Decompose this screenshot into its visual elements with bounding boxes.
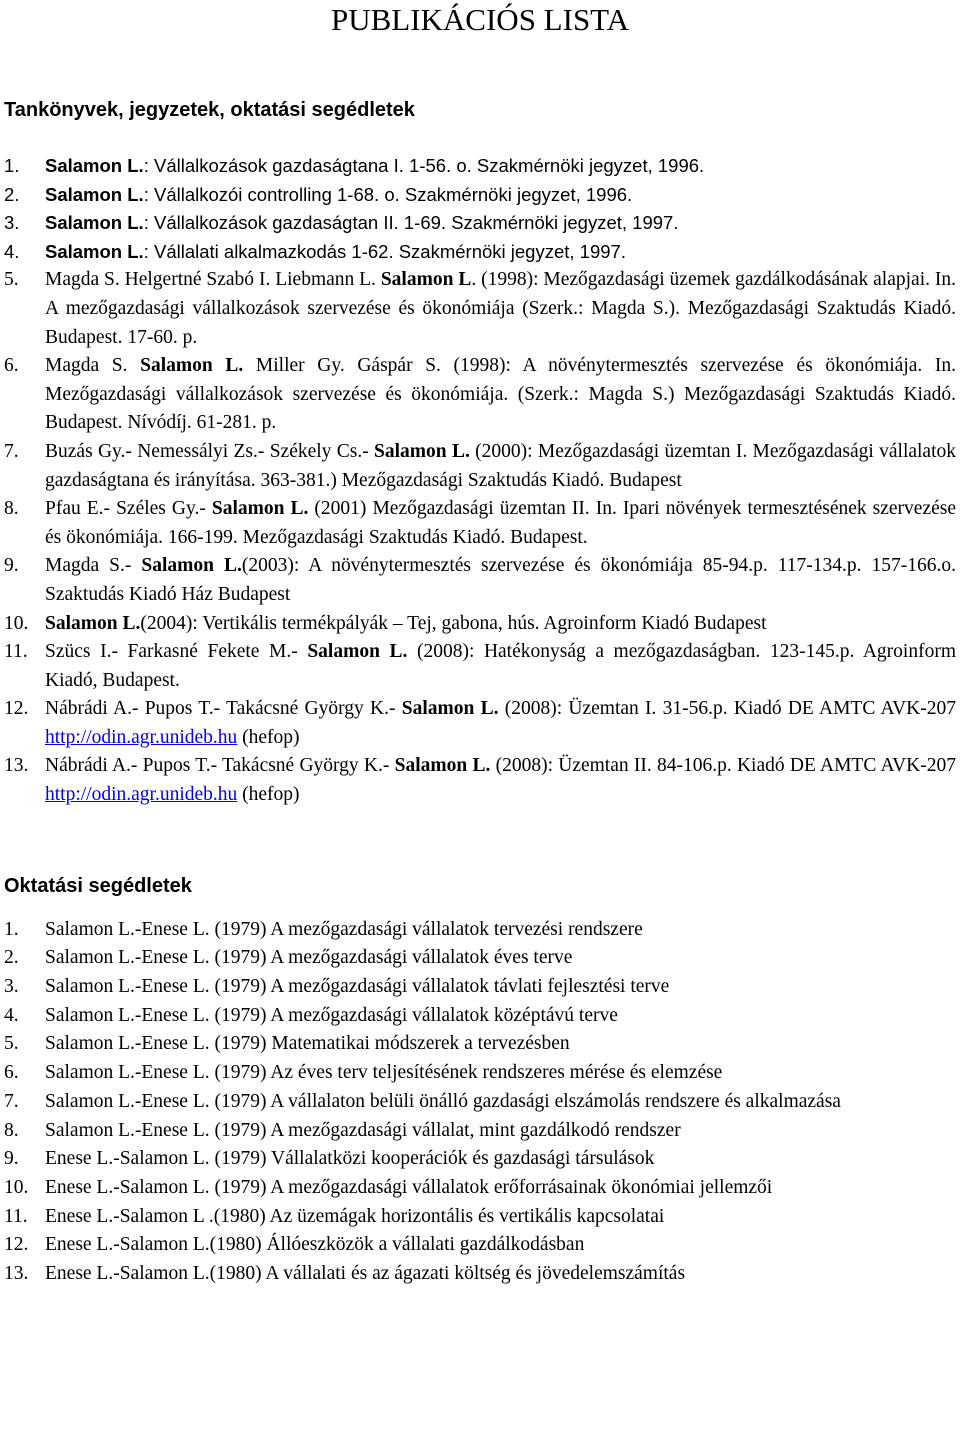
list-item [4,610,956,639]
text-run: (2003): A növénytermesztés szervezése és ökonómiája 85-94.p. 117-134.p. 157-166.o. Szaktudás Kiadó Ház Budapest [45,555,956,605]
text-run: Buzás Gy.- Nemessályi Zs.- Székely Cs.- [45,440,375,462]
item-text [45,916,956,945]
text-run: Salamon L.-Enese L. (1979) Matematikai módszerek a tervezésben [45,1033,570,1055]
text-run: (2008): Hatékonyság a mezőgazdaságban. 123-145.p. Agroinform Kiadó, Budapest. [45,641,956,691]
text-run: : Vállalkozások gazdaságtan II. 1-69. Szakmérnöki jegyzet, 1997. [143,212,679,234]
item-text [45,209,956,238]
item-text [45,1231,956,1260]
text-run: (2008): Üzemtan I. 31-56.p. Kiadó DE AMTC AVK-207 [498,698,957,720]
item-number: 10. [4,1176,29,1198]
list-item [4,752,956,809]
list-item [4,1030,956,1059]
author-highlight: Salamon L. [45,212,144,234]
text-run: Enese L.-Salamon L.(1980) A vállalati és az ágazati költség és jövedelemszámítás [45,1263,686,1285]
item-number: 13. [4,1263,29,1285]
item-number: 12. [4,698,29,720]
item-number: 1. [4,918,19,940]
text-run: Nábrádi A.- Pupos T.- Takácsné György K.- [45,755,395,777]
author-highlight: Salamon L. [374,440,470,462]
item-text [45,1030,956,1059]
item-number: 3. [4,976,19,998]
list-item [4,209,956,238]
item-number: 4. [4,240,20,262]
author-highlight: Salamon L. [394,755,491,777]
item-text [45,495,956,552]
text-run: Enese L.-Salamon L. (1979) A mezőgazdasági vállalatok erőforrásainak ökonómiai jellemzői [45,1176,773,1198]
item-number: 6. [4,355,19,377]
item-number: 5. [4,269,19,291]
text-run: Salamon L.-Enese L. (1979) A mezőgazdasági vállalatok távlati fejlesztési terve [45,976,670,998]
text-run: (hefop) [237,726,300,748]
item-number: 7. [4,1090,19,1112]
text-run: Salamon L.-Enese L. (1979) A mezőgazdasági vállalat, mint gazdálkodó rendszer [45,1119,681,1141]
item-text [45,695,956,752]
item-number: 4. [4,1004,19,1026]
item-number: 13. [4,755,29,777]
text-run: Enese L.-Salamon L .(1980) Az üzemágak horizontális és vertikális kapcsolatai [45,1205,665,1227]
item-number: 12. [4,1234,29,1256]
text-run: . (1998): Mezőgazdasági üzemek gazdálkodásának alapjai. In. A mezőgazdasági vállalkozások szervezése és ökonómiája (Szerk.: Magda S.). Mezőgazdasági Szaktudás Kiadó. Budapest. 17-60. p. [45,269,956,348]
list-item [4,1260,956,1289]
list-item [4,181,956,210]
item-number: 10. [4,612,29,634]
text-run: : Vállalkozói controlling 1-68. o. Szakmérnöki jegyzet, 1996. [143,183,633,205]
text-run: Salamon L.-Enese L. (1979) A mezőgazdasági vállalatok tervezési rendszere [45,918,643,940]
item-number: 7. [4,440,19,462]
item-text [45,152,956,181]
list-item [4,1002,956,1031]
author-highlight: Salamon L. [141,555,242,577]
url-link[interactable]: http://odin.agr.unideb.hu [45,726,238,748]
author-highlight: Salamon L. [45,240,144,262]
item-text [45,1002,956,1031]
item-text [45,1059,956,1088]
item-text [45,181,956,210]
list-item [4,638,956,695]
item-number: 11. [4,641,28,663]
author-highlight: Salamon L. [140,355,244,377]
item-text [45,973,956,1002]
author-highlight: Salamon L. [45,155,144,176]
item-text [45,610,956,639]
text-run: Salamon L.-Enese L. (1979) A vállalaton belüli önálló gazdasági elszámolás rendszere és alkalmazása [45,1090,841,1112]
list-item [4,152,956,181]
publication-list-textbooks [4,152,956,810]
item-text [45,1145,956,1174]
publication-list-teaching-aids [4,916,956,1289]
text-run: Pfau E.- Széles Gy.- [45,498,212,520]
item-text [45,238,956,267]
author-highlight: Salamon L. [401,698,499,720]
item-number: 8. [4,498,19,520]
text-run: Szücs I.- Farkasné Fekete M.- [45,641,308,663]
author-highlight: Salamon L. [45,612,141,634]
item-number: 2. [4,947,19,969]
item-number: 1. [4,155,20,176]
item-text [45,1088,956,1117]
item-text [45,638,956,695]
item-text [45,1260,956,1289]
item-text [45,752,956,809]
list-item [4,973,956,1002]
author-highlight: Salamon L. [211,498,309,520]
list-item [4,1145,956,1174]
author-highlight: Salamon L. [307,641,408,663]
item-number: 11. [4,1205,28,1227]
text-run: Magda S.- [45,555,142,577]
list-item [4,1088,956,1117]
section-heading-teaching-aids: Oktatási segédletek [4,874,192,897]
item-number: 9. [4,1148,19,1170]
item-number: 3. [4,212,20,234]
item-text [45,944,956,973]
list-item [4,1203,956,1232]
text-run: Enese L.-Salamon L. (1979) Vállalatközi kooperációk és gazdasági társulások [45,1148,655,1170]
text-run: Enese L.-Salamon L.(1980) Állóeszközök a vállalati gazdálkodásban [45,1234,585,1256]
item-text [45,1174,956,1203]
page-title: PUBLIKÁCIÓS LISTA [330,2,630,37]
list-item [4,352,956,438]
author-highlight: Salamon L [380,269,472,291]
list-item [4,266,956,352]
text-run: Salamon L.-Enese L. (1979) A mezőgazdasági vállalatok középtávú terve [45,1004,618,1026]
list-item [4,552,956,609]
list-item [4,944,956,973]
text-run: Miller Gy. Gáspár S. (1998): A növénytermesztés szervezése és ökonómiája. In. Mezőgazdasági vállalkozások szervezése és ökonómiája. (Szerk.: Magda S.) Mezőgazdasági Szaktudás Kiadó. Budapest. Nívódíj. 61-281. p. [45,355,957,434]
text-run: (2000): Mezőgazdasági üzemtan I. Mezőgazdasági vállalatok gazdaságtana és irányítása. 363-381.) Mezőgazdasági Szaktudás Kiadó. Budapest [45,440,957,491]
text-run: (hefop) [237,784,300,806]
list-item [4,916,956,945]
section-heading-textbooks: Tankönyvek, jegyzetek, oktatási segédletek [4,99,415,121]
item-number: 6. [4,1062,19,1084]
item-number: 5. [4,1033,19,1055]
item-text [45,438,956,495]
text-run: Nábrádi A.- Pupos T.- Takácsné György K.- [45,698,402,720]
author-highlight: Salamon L. [45,183,144,205]
text-run: : Vállalati alkalmazkodás 1-62. Szakmérnöki jegyzet, 1997. [143,240,626,262]
item-text [45,552,956,609]
list-item [4,1059,956,1088]
list-item [4,695,956,752]
list-item [4,1231,956,1260]
text-run: Salamon L.-Enese L. (1979) Az éves terv teljesítésének rendszeres mérése és elemzése [45,1062,723,1084]
list-item [4,1174,956,1203]
text-run: : Vállalkozások gazdaságtana I. 1-56. o. Szakmérnöki jegyzet, 1996. [143,155,705,176]
item-number: 8. [4,1119,19,1141]
item-number: 2. [4,183,20,205]
item-text [45,1117,956,1146]
url-link[interactable]: http://odin.agr.unideb.hu [45,784,238,806]
text-run: (2004): Vertikális termékpályák – Tej, gabona, hús. Agroinform Kiadó Budapest [140,612,767,634]
list-item [4,438,956,495]
text-run: Magda S. Helgertné Szabó I. Liebmann L. [45,269,381,291]
item-text [45,266,956,352]
item-text [45,352,956,438]
text-run: (2001) Mezőgazdasági üzemtan II. In. Ipari növények termesztésének szervezése és ökonómiája. 166-199. Mezőgazdasági Szaktudás Kiadó. Budapest. [45,498,957,548]
text-run: (2008): Üzemtan II. 84-106.p. Kiadó DE AMTC AVK-207 [490,755,956,777]
text-run: Magda S. [45,355,141,377]
item-number: 9. [4,555,19,577]
list-item [4,1117,956,1146]
item-text [45,1203,956,1232]
list-item [4,495,956,552]
text-run: Salamon L.-Enese L. (1979) A mezőgazdasági vállalatok éves terve [45,947,573,969]
list-item [4,238,956,267]
